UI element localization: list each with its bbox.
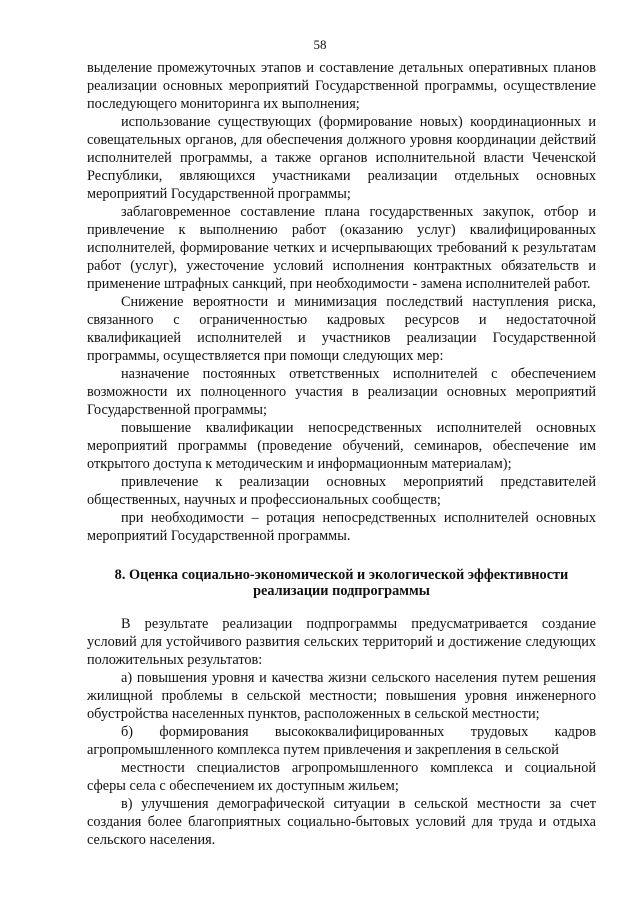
paragraph: Снижение вероятности и минимизация последствий наступления риска, связанного с ограниченностью кадровых ресурсов и недостаточной квалификацией исполнителей и участников реализации Государственной программы, осуществляется при помощи следующих мер: xyxy=(87,294,596,364)
paragraph: местности специалистов агропромышленного комплекса и социальной сферы села с обеспечением их доступным жильем; xyxy=(87,760,596,794)
paragraphs-bottom xyxy=(87,615,596,849)
paragraph: повышение квалификации непосредственных исполнителей основных мероприятий программы (проведение обучений, семинаров, обеспечение им открытого доступа к методическим и информационным материалам); xyxy=(87,420,596,472)
paragraph: В результате реализации подпрограммы предусматривается создание условий для устойчивого развития сельских территорий и достижение следующих положительных результатов: xyxy=(87,616,596,668)
paragraph: выделение промежуточных этапов и составление детальных оперативных планов реализации основных мероприятий Государственной программы, осуществление последующего мониторинга их выполнения; xyxy=(87,60,596,112)
paragraph: а) повышения уровня и качества жизни сельского населения путем решения жилищной проблемы в сельской местности; повышения уровня инженерного обустройства населенных пунктов, расположенных в сельской местности; xyxy=(87,670,596,722)
paragraph: привлечение к реализации основных мероприятий представителей общественных, научных и профессиональных сообществ; xyxy=(87,474,596,508)
paragraph: использование существующих (формирование новых) координационных и совещательных органов, для обеспечения должного уровня координации действий исполнителей программы, а также органов исполнительной власти Чеченской Республики, являющихся участниками реализации отдельных основных мероприятий Государственной программы; xyxy=(87,114,596,202)
page-number: 58 xyxy=(313,37,327,52)
paragraphs-top xyxy=(87,59,596,545)
paragraph: в) улучшения демографической ситуации в сельской местности за счет создания более благоприятных социально-бытовых условий для труда и отдыха сельского населения. xyxy=(87,796,596,848)
section-heading: 8. Оценка социально-экономической и экологической эффективности реализации подпрограммы xyxy=(114,567,569,599)
paragraph: б) формирования высококвалифицированных трудовых кадров агропромышленного комплекса путем привлечения и закрепления в сельской xyxy=(87,724,596,758)
paragraph: назначение постоянных ответственных исполнителей с обеспечением возможности их полноценного участия в реализации основных мероприятий Государственной программы; xyxy=(87,366,596,418)
paragraph: при необходимости – ротация непосредственных исполнителей основных мероприятий Государственной программы. xyxy=(87,510,596,544)
paragraph: заблаговременное составление плана государственных закупок, отбор и привлечение к выполнению работ (оказанию услуг) квалифицированных исполнителей, формирование четких и исчерпывающих требований к результатам работ (услуг), ужесточение условий исполнения контрактных обязательств и применение штрафных санкций, при необходимости - замена исполнителей работ. xyxy=(87,204,596,292)
page-content xyxy=(87,59,596,849)
